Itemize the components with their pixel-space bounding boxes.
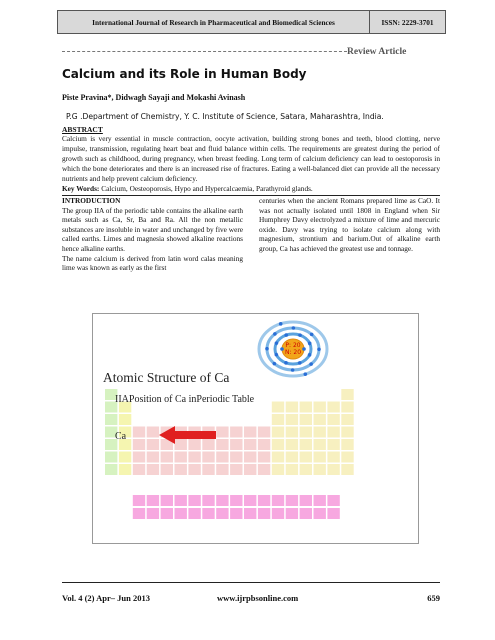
electron [310, 333, 314, 337]
arrow-left-icon [159, 425, 217, 445]
element-cell [327, 508, 339, 519]
electron [304, 372, 308, 376]
element-cell [147, 508, 159, 519]
electron [291, 368, 295, 372]
element-cell [175, 464, 187, 475]
element-cell [230, 452, 242, 463]
element-cell [161, 452, 173, 463]
element-cell [133, 495, 145, 506]
journal-header [57, 10, 446, 34]
element-cell [258, 452, 270, 463]
element-cell [286, 464, 298, 475]
element-cell [188, 452, 200, 463]
element-cell [341, 439, 353, 450]
element-cell [147, 427, 159, 438]
electron [302, 347, 306, 351]
nucleus-protons: P: 20 [285, 342, 301, 349]
issn: ISSN: 2229-3701 [381, 17, 434, 27]
element-cell [327, 414, 339, 425]
element-cell [272, 464, 284, 475]
element-cell [286, 495, 298, 506]
element-cell [272, 495, 284, 506]
periodic-table-caption: IIAPosition of Ca inPeriodic Table [115, 394, 255, 405]
electron [308, 342, 312, 346]
element-cell [314, 402, 326, 413]
element-cell [286, 427, 298, 438]
abstract-text: Calcium is very essential in muscle contraction, oocyte activation, building strong bones and teeth, blood clotting, nerve impulse, transmission, regulating heart beat and fluid balance within cells. The requirements are greatest during the period of growth such as childhood, during pregnancy, when breast feeding. Long term of calcium deficiency can lead to oestoporosis in which the bone deteriorates and there is an increased rise of fractures. Eating a well-balanced diet can provide all the necessary nutrients and help prevent calcium deficiency. [62, 134, 440, 183]
element-cell [119, 464, 131, 475]
element-cell [300, 427, 312, 438]
element-cell [216, 439, 228, 450]
element-cell [258, 439, 270, 450]
footer-volume: Vol. 4 (2) Apr– Jun 2013 [62, 593, 151, 603]
element-cell [286, 414, 298, 425]
element-cell [230, 464, 242, 475]
introduction-col2: centuries when the ancient Romans prepared lime as CaO. It was not actually isolated until 1808 in England when Sir Humphrey Davy electrolyzed a mixture of lime and mercuric oxide. Davy was trying to isolate calcium along with magnesium, strontium and barium.Out of alkaline earth group, Ca has achieved the greatest use and tonnage. [259, 196, 440, 253]
page-number: 659 [427, 593, 440, 603]
element-cell [300, 439, 312, 450]
element-cell [314, 452, 326, 463]
introduction-para-1: The group IIA of the periodic table contains the alkaline earth metals such as Ca, Sr, Ba and Ra. All the non metallic substances are insoluble in water and unchanged by five were called earths. Limes and magnesia showed alkaline reactions hence alkaline earths. [62, 205, 243, 253]
keywords-label: Key Words: [62, 184, 100, 193]
element-cell [300, 402, 312, 413]
element-cell [314, 427, 326, 438]
element-cell [341, 427, 353, 438]
element-cell [341, 402, 353, 413]
periodic-table [101, 387, 410, 537]
figure-calcium [92, 313, 419, 544]
article-type-rule [62, 51, 347, 52]
element-cell [327, 439, 339, 450]
element-cell [161, 495, 173, 506]
element-cell [105, 464, 117, 475]
element-cell [286, 439, 298, 450]
element-cell [272, 508, 284, 519]
element-cell [314, 464, 326, 475]
element-cell [300, 414, 312, 425]
element-cell [216, 495, 228, 506]
element-cell [119, 452, 131, 463]
column-right [259, 196, 440, 254]
element-cell [300, 464, 312, 475]
element-cell [300, 508, 312, 519]
element-cell [133, 508, 145, 519]
element-cell [258, 427, 270, 438]
footer-website[interactable]: www.ijrpbsonline.com [217, 593, 299, 603]
electron [284, 333, 288, 337]
electron [275, 353, 279, 357]
element-cell [133, 439, 145, 450]
element-cell [244, 508, 256, 519]
element-cell [175, 508, 187, 519]
element-cell [230, 427, 242, 438]
calcium-label: Ca [115, 431, 127, 442]
element-cell [341, 414, 353, 425]
element-cell [105, 414, 117, 425]
element-cell [341, 464, 353, 475]
element-cell [327, 495, 339, 506]
atom-caption: Atomic Structure of Ca [103, 370, 230, 385]
element-cell [258, 464, 270, 475]
electron [273, 332, 277, 336]
element-cell [202, 508, 214, 519]
element-cell [327, 452, 339, 463]
affiliation: P.G .Department of Chemistry, Y. C. Institute of Science, Satara, Maharashtra, India. [66, 112, 384, 121]
journal-name: International Journal of Research in Pharmaceutical and Biomedical Sciences [92, 17, 335, 27]
element-cell [300, 495, 312, 506]
element-cell [341, 452, 353, 463]
keywords [62, 184, 440, 194]
element-cell [216, 427, 228, 438]
element-cell [300, 452, 312, 463]
authors: Piste Pravina*, Didwagh Sayaji and Mokashi Avinash [62, 93, 246, 102]
element-cell [244, 427, 256, 438]
element-cell [202, 495, 214, 506]
element-cell [314, 414, 326, 425]
element-cell [327, 402, 339, 413]
element-cell [272, 402, 284, 413]
element-cell [230, 495, 242, 506]
element-cell [133, 464, 145, 475]
element-cell [272, 414, 284, 425]
element-cell [175, 452, 187, 463]
element-cell [327, 464, 339, 475]
element-cell [202, 452, 214, 463]
article-type: Review Article [347, 47, 407, 57]
element-cell [244, 439, 256, 450]
element-cell [244, 464, 256, 475]
element-cell [286, 402, 298, 413]
element-cell [147, 495, 159, 506]
element-cell [272, 427, 284, 438]
introduction-para-2: The name calcium is derived from latin word calas meaning lime was known as early as the first [62, 253, 243, 273]
abstract-heading: ABSTRACT [62, 125, 103, 134]
element-cell [230, 439, 242, 450]
electron [273, 362, 277, 366]
atom-diagram [255, 320, 331, 378]
element-cell [161, 508, 173, 519]
nucleus-neutrons: N: 20 [284, 349, 302, 356]
keywords-text: Calcium, Oesteoporosis, Hypo and Hypercalcaemia, Parathyroid glands. [99, 184, 313, 193]
element-cell [133, 427, 145, 438]
element-cell [216, 508, 228, 519]
footer-rule [62, 582, 440, 583]
element-cell [286, 508, 298, 519]
element-cell [119, 414, 131, 425]
element-cell [105, 452, 117, 463]
electron [292, 326, 296, 330]
element-cell [314, 495, 326, 506]
introduction-heading: INTRODUCTION [62, 196, 121, 205]
element-cell [230, 508, 242, 519]
element-cell [147, 464, 159, 475]
element-cell [202, 464, 214, 475]
element-cell [188, 495, 200, 506]
electron [280, 347, 284, 351]
element-cell [175, 495, 187, 506]
element-cell [147, 452, 159, 463]
column-left [62, 196, 243, 273]
element-cell [327, 427, 339, 438]
element-cell [314, 439, 326, 450]
element-cell [244, 452, 256, 463]
element-cell [216, 464, 228, 475]
element-cell [314, 508, 326, 519]
element-cell [272, 452, 284, 463]
element-cell [188, 464, 200, 475]
electron [309, 362, 313, 366]
electron [298, 333, 302, 337]
element-cell [188, 508, 200, 519]
electron [308, 353, 312, 357]
element-cell [244, 495, 256, 506]
element-cell [258, 508, 270, 519]
electron [275, 341, 279, 345]
electron [317, 348, 321, 352]
element-cell [147, 439, 159, 450]
electron [265, 347, 269, 351]
element-cell [272, 439, 284, 450]
electron [284, 361, 288, 365]
element-cell [286, 452, 298, 463]
electron [279, 322, 283, 326]
element-cell [341, 389, 353, 400]
element-cell [258, 495, 270, 506]
electron [298, 361, 302, 365]
element-cell [216, 452, 228, 463]
paper-title: Calcium and its Role in Human Body [62, 67, 307, 81]
element-cell [161, 464, 173, 475]
element-cell [133, 452, 145, 463]
